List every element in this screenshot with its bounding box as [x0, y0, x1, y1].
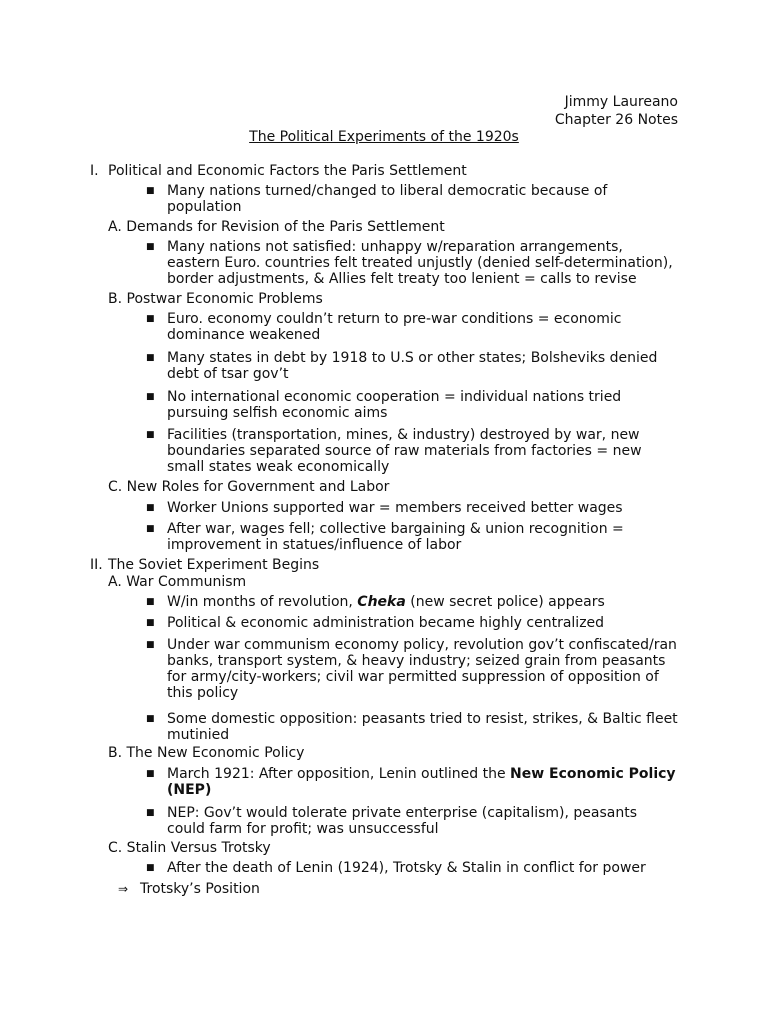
square-bullet-icon: ■: [146, 503, 155, 513]
subsection-2a-heading: A. War Communism: [108, 574, 247, 590]
square-bullet-icon: ■: [146, 640, 155, 650]
square-bullet-icon: ■: [146, 714, 155, 724]
square-bullet-icon: ■: [146, 430, 155, 440]
section-1-number: I.: [90, 163, 99, 179]
square-bullet-icon: ■: [146, 597, 155, 607]
nep-term: New Economic Policy (NEP): [167, 766, 676, 798]
arrow-item-text: Trotsky’s Position: [140, 881, 260, 897]
section-2-number: II.: [90, 557, 103, 573]
document-page: Jimmy Laureano Chapter 26 Notes The Political Experiments of the 1920s I. Political and Economic Factors the Paris Settlement ■ Many nations turned/changed to liberal democratic because of population A. Demands for Revision of the Paris Settlement ■ Many nations not satisfied: unhappy w/reparation arrangements, eastern Euro. countries felt treated unjustly (denied self-determination), border adjustments, & Allies felt treaty too lenient = calls to revise B. Postwar Economic Problems ■ Euro. economy couldn’t return to pre-war conditions = economic dominance weakened ■ Many states in debt by 1918 to U.S or other states; Bolsheviks denied debt of tsar gov’t ■ No international economic cooperation = individual nations tried pursuing selfish economic aims ■ Facilities (transportation, mines, & industry) destroyed by war, new boundaries separated source of raw materials from factories = new small states weak economically C. New Roles for Government and Labor ■ Worker Unions supported war = members received better wages ■ After war, wages fell; collective bargaining & union recognition = improvement in statues/influence of labor II. The Soviet Experiment Begins A. War Communism ■ W/in months of revolution, Cheka (new secret police) appears ■ Political & economic administration became highly centralized ■ Under war communism economy policy, revolution gov’t confiscated/ran banks, transport system, & heavy industry; seized grain from peasants for army/city-workers; civil war permitted suppression of opposition of this policy ■ Some domestic opposition: peasants tried to resist, strikes, & Baltic fleet mutinied B. The New Economic Policy ■ March 1921: After opposition, Lenin outlined the New Economic Policy (NEP) ■ NEP: Gov’t would tolerate private enterprise (capitalism), peasants could farm for profit; was unsuccessful C. Stalin Versus Trotsky ■ After the death of Lenin (1924), Trotsky & Stalin in conflict for power ⇒ Trotsky’s Position: [0, 0, 768, 1024]
square-bullet-icon: ■: [146, 808, 155, 818]
document-title-text: The Political Experiments of the 1920s: [249, 129, 519, 145]
subsection-1c-heading: C. New Roles for Government and Labor: [108, 479, 390, 495]
square-bullet-icon: ■: [146, 314, 155, 324]
implies-arrow-icon: ⇒: [118, 882, 129, 896]
square-bullet-icon: ■: [146, 186, 155, 196]
square-bullet-icon: ■: [146, 769, 155, 779]
chapter-subtitle: Chapter 26 Notes: [554, 112, 678, 128]
document-title: [0, 129, 768, 145]
cheka-term: Cheka: [357, 594, 406, 610]
square-bullet-icon: ■: [146, 618, 155, 628]
square-bullet-icon: ■: [146, 242, 155, 252]
square-bullet-icon: ■: [146, 392, 155, 402]
section-1-label: Political and Economic Factors the Paris Settlement: [108, 163, 467, 179]
square-bullet-icon: ■: [146, 863, 155, 873]
arrow-item: [118, 881, 260, 897]
section-2-label: The Soviet Experiment Begins: [108, 557, 320, 573]
author-name: Jimmy Laureano: [564, 94, 678, 110]
subsection-2c-heading: C. Stalin Versus Trotsky: [108, 840, 271, 856]
subsection-1b-heading: B. Postwar Economic Problems: [108, 291, 323, 307]
subsection-1a-heading: A. Demands for Revision of the Paris Settlement: [108, 219, 445, 235]
square-bullet-icon: ■: [146, 524, 155, 534]
subsection-2b-heading: B. The New Economic Policy: [108, 745, 305, 761]
square-bullet-icon: ■: [146, 353, 155, 363]
document-header: [555, 93, 678, 129]
